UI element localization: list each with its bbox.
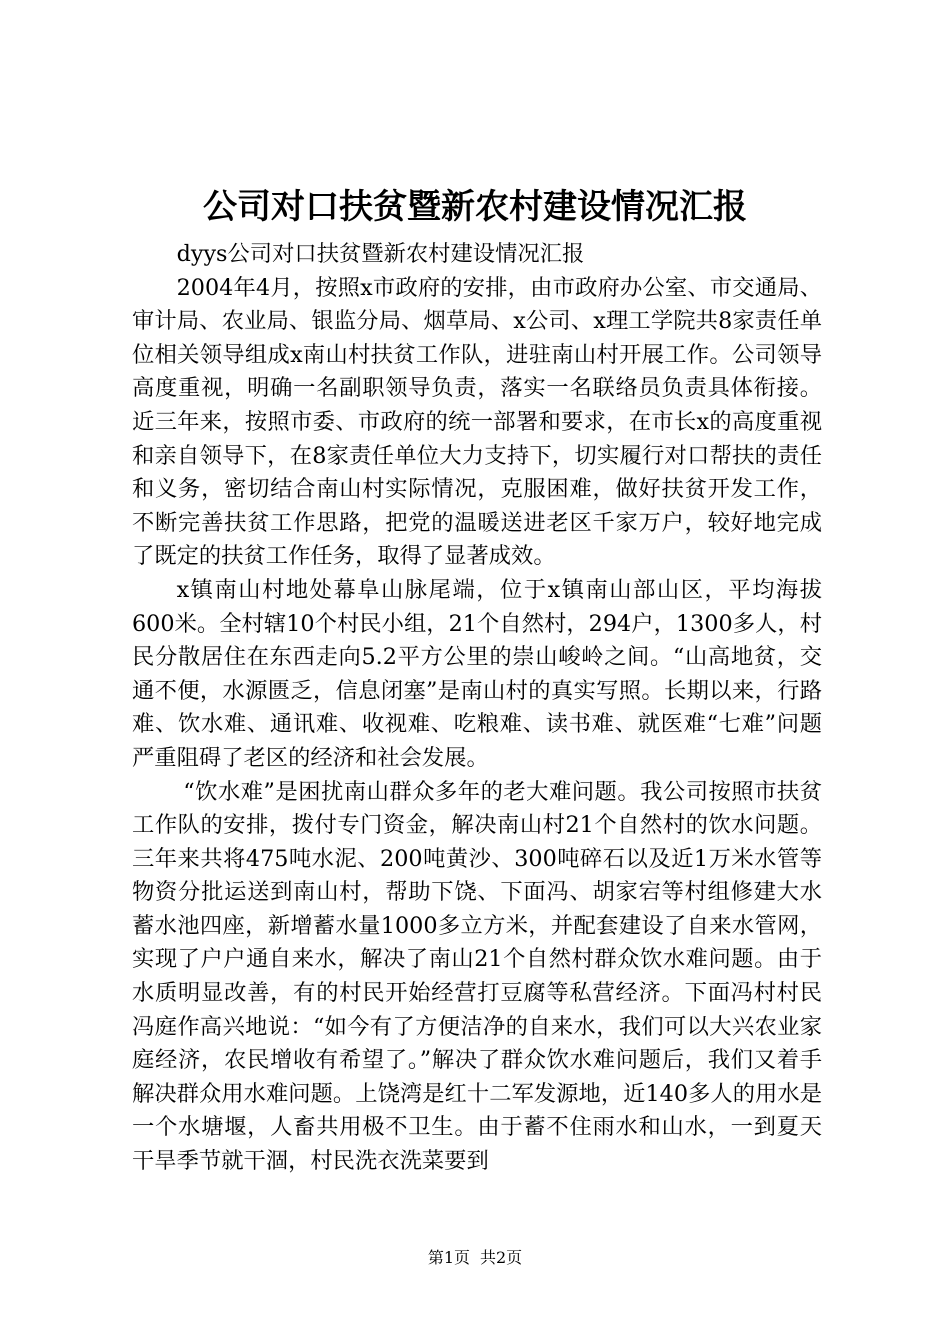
- page-number: 第1页: [427, 1248, 470, 1267]
- paragraph: 2004年4月，按照x市政府的安排，由市政府办公室、市交通局、审计局、农业局、银监分局、烟草局、x公司、x理工学院共8家责任单位相关领导组成x南山村扶贫工作队，进驻南山村开展工作。公司领导高度重视，明确一名副职领导负责，落实一名联络员负责具体衔接。近三年来，按照市委、市政府的统一部署和要求，在市长x的高度重视和亲自领导下，在8家责任单位大力支持下，切实履行对口帮扶的责任和义务，密切结合南山村实际情况，克服困难，做好扶贫开发工作，不断完善扶贫工作思路，把党的温暖送进老区千家万户，较好地完成了既定的扶贫工作任务，取得了显著成效。: [132, 274, 822, 570]
- paragraph-subtitle: dyys公司对口扶贫暨新农村建设情况汇报: [176, 241, 585, 267]
- paragraph: x镇南山村地处幕阜山脉尾端，位于x镇南山部山区，平均海拔600米。全村辖10个村民小组，21个自然村，294户，1300多人，村民分散居住在东西走向5.2平方公里的崇山峻岭之间。“山高地贫，交通不便，水源匮乏，信息闭塞”是南山村的真实写照。长期以来，行路难、饮水难、通讯难、收视难、吃粮难、读书难、就医难“七难”问题严重阻碍了老区的经济和社会发展。: [132, 576, 822, 771]
- document-body: [132, 238, 822, 1179]
- paragraph: “饮水难”是困扰南山群众多年的老大难问题。我公司按照市扶贫工作队的安排，拨付专门资金，解决南山村21个自然村的饮水问题。三年来共将475吨水泥、200吨黄沙、300吨碎石以及近1万米水管等物资分批运送到南山村，帮助下饶、下面冯、胡家宕等村组修建大水蓄水池四座，新增蓄水量1000多立方米，并配套建设了自来水管网，实现了户户通自来水，解决了南山21个自然村群众饮水难问题。由于水质明显改善，有的村民开始经营打豆腐等私营经济。下面冯村村民冯庭作高兴地说：“如今有了方便洁净的自来水，我们可以大兴农业家庭经济，农民增收有希望了。”解决了群众饮水难问题后，我们又着手解决群众用水难问题。上饶湾是红十二军发源地，近140多人的用水是一个水塘堰，人畜共用极不卫生。由于蓄不住雨水和山水，一到夏天干旱季节就干涸，村民洗衣洗菜要到: [132, 778, 822, 1175]
- page-total: 共2页: [480, 1248, 523, 1267]
- document-title: 公司对口扶贫暨新农村建设情况汇报: [203, 187, 747, 227]
- page-footer: [0, 1247, 950, 1269]
